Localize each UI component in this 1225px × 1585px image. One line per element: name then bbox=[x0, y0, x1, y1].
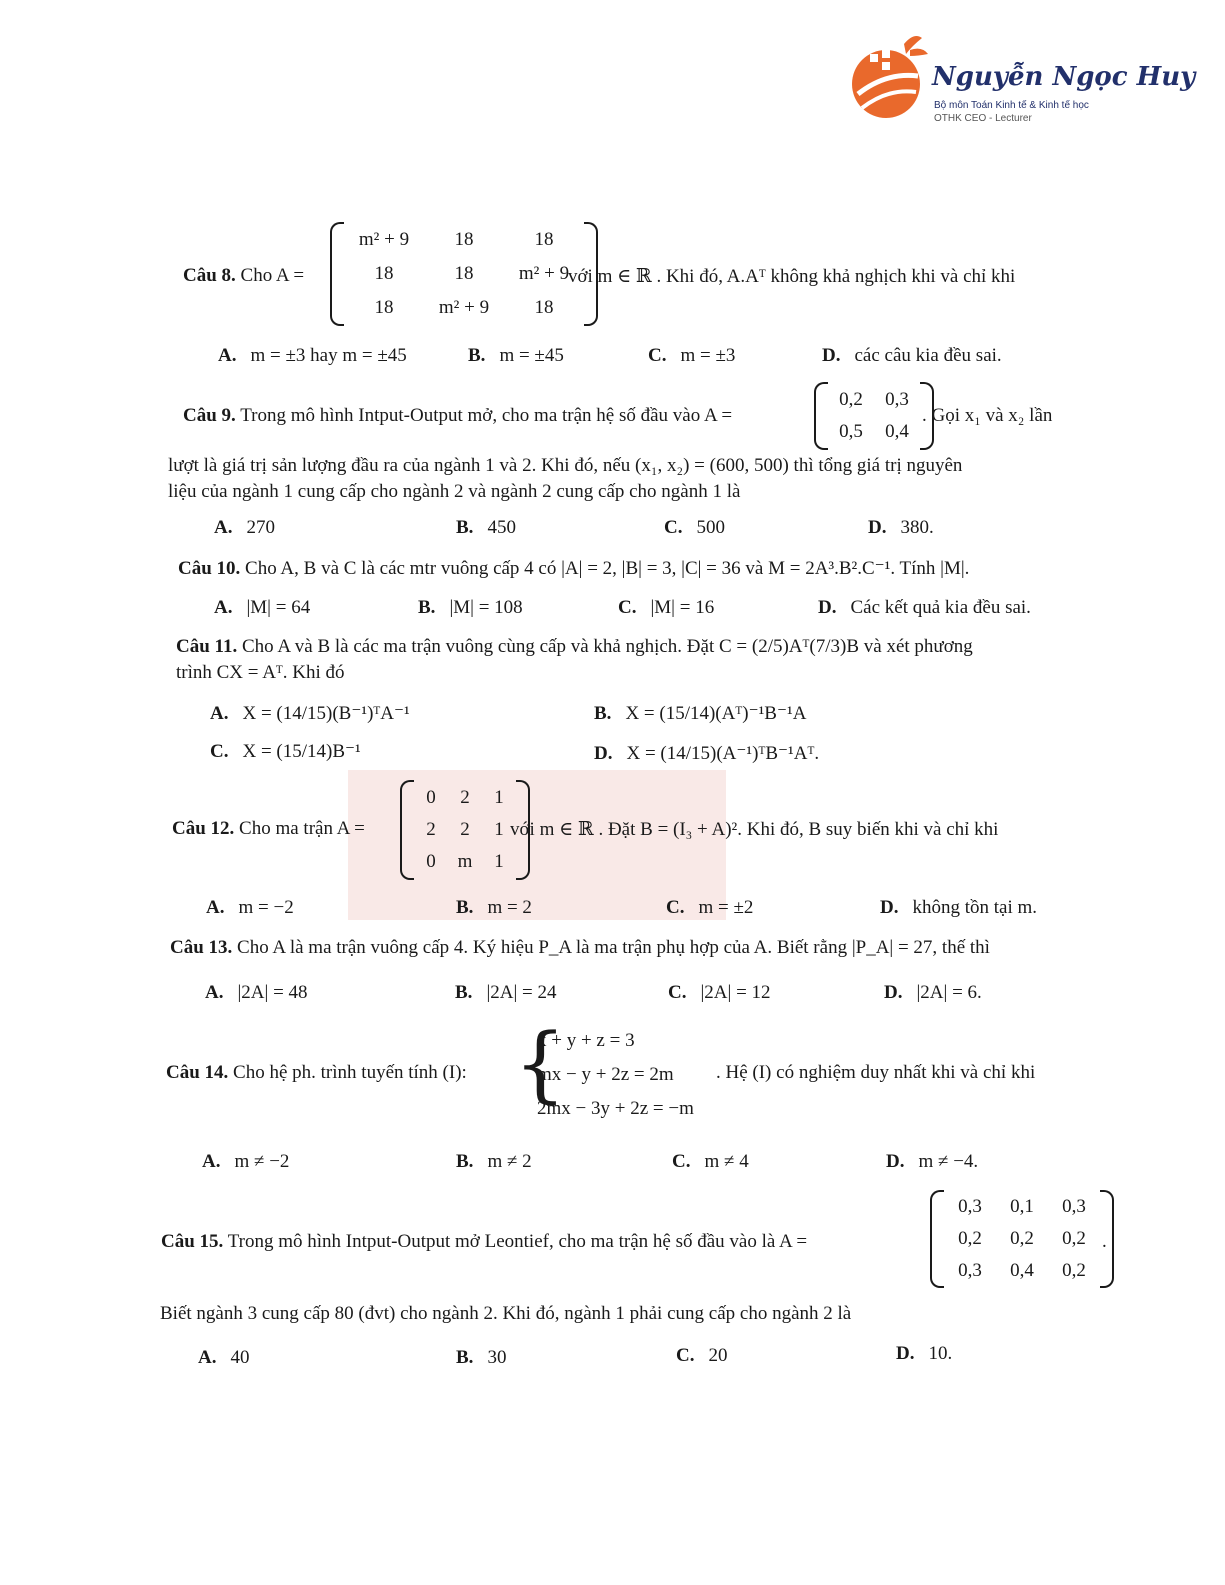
question-label: Câu 10. bbox=[178, 558, 241, 579]
matrix-cell: 0,3 bbox=[958, 1196, 982, 1217]
option-key: B. bbox=[468, 345, 486, 366]
question-text: Cho ma trận A = bbox=[239, 818, 365, 839]
option-b[interactable] bbox=[456, 897, 532, 919]
option-text: m = −2 bbox=[238, 897, 294, 918]
question-text: Cho hệ ph. trình tuyến tính (I): bbox=[233, 1062, 467, 1083]
option-text: |2A| = 12 bbox=[700, 982, 771, 1003]
question-text-post: . Hệ (I) có nghiệm duy nhất khi và chỉ khi bbox=[716, 1062, 1036, 1083]
option-a[interactable] bbox=[205, 982, 308, 1004]
matrix-q15 bbox=[930, 1190, 1114, 1288]
question-8 bbox=[183, 265, 304, 287]
option-key: D. bbox=[822, 345, 841, 366]
option-key: D. bbox=[594, 743, 613, 764]
question-text: Cho A = bbox=[240, 265, 305, 286]
question-text: Trong mô hình Intput-Output mở, cho ma trận hệ số đầu vào A = bbox=[240, 405, 733, 426]
option-key: A. bbox=[206, 897, 225, 918]
question-label: Câu 14. bbox=[166, 1062, 229, 1083]
option-text: 20 bbox=[708, 1345, 728, 1366]
option-text: các câu kia đều sai. bbox=[854, 345, 1002, 366]
option-c[interactable] bbox=[676, 1345, 727, 1367]
question-text-post: . Gọi x₁ và x₂ lần bbox=[922, 405, 1053, 426]
matrix-cell: 1 bbox=[494, 819, 504, 840]
question-label: Câu 8. bbox=[183, 265, 236, 286]
question-text-post: . bbox=[1102, 1231, 1107, 1252]
question-label: Câu 13. bbox=[170, 937, 233, 958]
option-key: C. bbox=[664, 517, 683, 538]
matrix-cell: 0,4 bbox=[885, 421, 909, 442]
option-key: B. bbox=[418, 597, 436, 618]
matrix-cell: 0,2 bbox=[839, 389, 863, 410]
option-d[interactable] bbox=[884, 982, 982, 1004]
matrix-cell: m bbox=[457, 851, 473, 872]
option-b[interactable] bbox=[418, 597, 523, 619]
option-text: 10. bbox=[928, 1343, 953, 1364]
bracket-left bbox=[930, 1190, 944, 1288]
option-d[interactable] bbox=[880, 897, 1037, 919]
option-b[interactable] bbox=[594, 702, 806, 725]
option-text: |M| = 64 bbox=[246, 597, 311, 618]
bracket-left bbox=[400, 780, 414, 880]
option-a[interactable] bbox=[198, 1347, 249, 1369]
option-text: không tồn tại m. bbox=[912, 897, 1038, 918]
option-text: m = ±3 hay m = ±45 bbox=[250, 345, 407, 366]
option-d[interactable] bbox=[822, 345, 1002, 367]
option-key: A. bbox=[198, 1347, 217, 1368]
question-text-line: Biết ngành 3 cung cấp 80 (đvt) cho ngành 2. Khi đó, ngành 1 phải cung cấp cho ngành 2 là bbox=[160, 1303, 852, 1324]
option-key: C. bbox=[668, 982, 687, 1003]
option-d[interactable] bbox=[594, 742, 819, 765]
matrix-cell: 18 bbox=[454, 263, 474, 284]
option-d[interactable] bbox=[896, 1343, 952, 1365]
matrix-cell: 0,3 bbox=[958, 1260, 982, 1281]
question-text: Cho A và B là các ma trận vuông cùng cấp và khả nghịch. Đặt C = (2/5)Aᵀ(7/3)B và xét phương bbox=[242, 636, 973, 657]
option-key: C. bbox=[648, 345, 667, 366]
matrix-cell: m² + 9 bbox=[438, 297, 490, 318]
question-text: Cho A, B và C là các mtr vuông cấp 4 có |A| = 2, |B| = 3, |C| = 36 và M = 2A³.B².C⁻¹. Tính |M|. bbox=[245, 558, 970, 579]
option-key: D. bbox=[886, 1151, 905, 1172]
matrix-cell: 18 bbox=[534, 229, 554, 250]
option-key: D. bbox=[868, 517, 887, 538]
system-equation: x + y + z = 3 bbox=[537, 1030, 635, 1051]
question-text-line: liệu của ngành 1 cung cấp cho ngành 2 và ngành 2 cung cấp cho ngành 1 là bbox=[168, 481, 741, 502]
matrix-cell: 0,2 bbox=[958, 1228, 982, 1249]
option-key: C. bbox=[666, 897, 685, 918]
option-c[interactable] bbox=[210, 740, 361, 763]
option-text: |M| = 16 bbox=[650, 597, 715, 618]
option-a[interactable] bbox=[214, 517, 275, 539]
option-text: m ≠ −2 bbox=[234, 1151, 290, 1172]
matrix-q9 bbox=[814, 382, 934, 450]
question-text-post: với m ∈ ℝ . Khi đó, A.Aᵀ không khả nghịch khi và chỉ khi bbox=[568, 266, 1016, 287]
option-key: C. bbox=[618, 597, 637, 618]
option-text: |M| = 108 bbox=[449, 597, 523, 618]
matrix-grid bbox=[828, 389, 920, 443]
question-13 bbox=[170, 937, 990, 959]
option-d[interactable] bbox=[868, 517, 934, 539]
brand-name: Nguyễn Ngọc Huy bbox=[932, 62, 1196, 92]
option-text: 30 bbox=[487, 1347, 507, 1368]
option-key: A. bbox=[214, 517, 233, 538]
option-text: m ≠ −4. bbox=[918, 1151, 979, 1172]
option-text: m = ±45 bbox=[499, 345, 564, 366]
option-a[interactable] bbox=[210, 702, 410, 725]
question-12 bbox=[172, 818, 365, 840]
matrix-cell: 2 bbox=[460, 819, 470, 840]
system-equation: 2mx − 3y + 2z = −m bbox=[537, 1098, 694, 1119]
system-equation: mx − y + 2z = 2m bbox=[537, 1064, 674, 1085]
question-14 bbox=[166, 1062, 467, 1084]
option-key: B. bbox=[456, 897, 474, 918]
option-text: m ≠ 4 bbox=[704, 1151, 749, 1172]
option-text: X = (15/14)(Aᵀ)⁻¹B⁻¹A bbox=[625, 703, 807, 724]
brand-logo-icon bbox=[848, 32, 932, 122]
option-key: D. bbox=[818, 597, 837, 618]
option-c[interactable] bbox=[618, 597, 714, 619]
option-d[interactable] bbox=[886, 1151, 978, 1173]
bracket-left bbox=[814, 382, 828, 450]
option-text: Các kết quả kia đều sai. bbox=[850, 597, 1031, 618]
brand-role: OTHK CEO - Lecturer bbox=[934, 113, 1032, 124]
matrix-cell: 2 bbox=[460, 787, 470, 808]
matrix-cell: 2 bbox=[426, 819, 436, 840]
bracket-left bbox=[330, 222, 344, 326]
option-text: m = ±2 bbox=[698, 897, 754, 918]
option-key: D. bbox=[884, 982, 903, 1003]
question-9 bbox=[183, 405, 732, 427]
option-key: A. bbox=[202, 1151, 221, 1172]
matrix-cell: 0 bbox=[426, 851, 436, 872]
option-a[interactable] bbox=[206, 897, 294, 919]
matrix-cell: m² + 9 bbox=[358, 229, 410, 250]
matrix-cell: 0,3 bbox=[1062, 1196, 1086, 1217]
question-text-line: trình CX = Aᵀ. Khi đó bbox=[176, 662, 345, 683]
option-text: X = (14/15)(A⁻¹)ᵀB⁻¹Aᵀ. bbox=[626, 743, 820, 764]
option-key: B. bbox=[594, 703, 612, 724]
option-text: |2A| = 6. bbox=[916, 982, 982, 1003]
matrix-cell: m² + 9 bbox=[518, 263, 570, 284]
option-key: C. bbox=[672, 1151, 691, 1172]
matrix-cell: 1 bbox=[494, 787, 504, 808]
option-text: 500 bbox=[696, 517, 725, 538]
matrix-cell: 0,5 bbox=[839, 421, 863, 442]
brace-icon: { bbox=[514, 1017, 567, 1112]
option-key: A. bbox=[218, 345, 237, 366]
matrix-cell: 0,2 bbox=[1062, 1260, 1086, 1281]
question-10 bbox=[178, 557, 969, 580]
option-key: B. bbox=[456, 517, 474, 538]
question-text: Trong mô hình Intput-Output mở Leontief, cho ma trận hệ số đầu vào là A = bbox=[227, 1231, 808, 1252]
option-text: 380. bbox=[900, 517, 934, 538]
matrix-cell: 0,1 bbox=[1010, 1196, 1034, 1217]
question-15 bbox=[161, 1231, 807, 1253]
option-key: B. bbox=[456, 1151, 474, 1172]
option-key: A. bbox=[205, 982, 224, 1003]
option-text: m ≠ 2 bbox=[487, 1151, 532, 1172]
option-key: A. bbox=[214, 597, 233, 618]
option-text: m = ±3 bbox=[680, 345, 736, 366]
brand-subtitle: Bộ môn Toán Kinh tế & Kinh tế học bbox=[934, 100, 1089, 111]
matrix-cell: 18 bbox=[534, 297, 554, 318]
option-b[interactable] bbox=[455, 982, 556, 1004]
option-text: m = 2 bbox=[487, 897, 532, 918]
question-label: Câu 9. bbox=[183, 405, 236, 426]
option-b[interactable] bbox=[456, 517, 516, 539]
option-key: D. bbox=[880, 897, 899, 918]
option-key: B. bbox=[455, 982, 473, 1003]
option-b[interactable] bbox=[456, 1151, 532, 1173]
question-label: Câu 11. bbox=[176, 636, 238, 657]
option-text: X = (14/15)(B⁻¹)ᵀA⁻¹ bbox=[242, 703, 410, 724]
option-text: |2A| = 48 bbox=[237, 982, 308, 1003]
matrix-cell: 18 bbox=[374, 263, 394, 284]
option-text: |2A| = 24 bbox=[486, 982, 557, 1003]
option-c[interactable] bbox=[668, 982, 771, 1004]
question-text-post: với m ∈ ℝ . Đặt B = (I₃ + A)². Khi đó, B suy biến khi và chỉ khi bbox=[510, 819, 999, 840]
matrix-cell: 0 bbox=[426, 787, 436, 808]
option-c[interactable] bbox=[666, 897, 753, 919]
matrix-cell: 0,4 bbox=[1010, 1260, 1034, 1281]
matrix-cell: 0,2 bbox=[1010, 1228, 1034, 1249]
matrix-cell: 18 bbox=[454, 229, 474, 250]
option-text: 40 bbox=[230, 1347, 250, 1368]
question-label: Câu 15. bbox=[161, 1231, 224, 1252]
option-b[interactable] bbox=[456, 1347, 506, 1369]
matrix-cell: 0,3 bbox=[885, 389, 909, 410]
option-a[interactable] bbox=[202, 1151, 289, 1173]
option-c[interactable] bbox=[664, 517, 725, 539]
matrix-cell: 1 bbox=[494, 851, 504, 872]
option-text: 270 bbox=[246, 517, 275, 538]
option-key: C. bbox=[676, 1345, 695, 1366]
option-c[interactable] bbox=[672, 1151, 749, 1173]
question-text-line: lượt là giá trị sản lượng đầu ra của ngành 1 và 2. Khi đó, nếu (x₁, x₂) = (600, 500) thì tổng giá trị nguyên bbox=[168, 455, 963, 476]
matrix-grid bbox=[944, 1196, 1100, 1282]
option-b[interactable] bbox=[468, 345, 564, 367]
question-text: Cho A là ma trận vuông cấp 4. Ký hiệu P_A là ma trận phụ hợp của A. Biết rằng |P_A| = 27, thế thì bbox=[237, 937, 990, 958]
option-key: D. bbox=[896, 1343, 915, 1364]
question-label: Câu 12. bbox=[172, 818, 235, 839]
option-d[interactable] bbox=[818, 597, 1031, 619]
matrix-grid bbox=[344, 229, 584, 319]
option-text: X = (15/14)B⁻¹ bbox=[242, 741, 361, 762]
matrix-cell: 18 bbox=[374, 297, 394, 318]
question-11 bbox=[176, 636, 973, 658]
matrix-cell: 0,2 bbox=[1062, 1228, 1086, 1249]
option-key: B. bbox=[456, 1347, 474, 1368]
option-text: 450 bbox=[487, 517, 516, 538]
option-a[interactable] bbox=[218, 345, 407, 367]
option-key: C. bbox=[210, 741, 229, 762]
option-c[interactable] bbox=[648, 345, 735, 367]
matrix-grid bbox=[414, 787, 516, 873]
matrix-q8 bbox=[330, 222, 598, 326]
option-key: A. bbox=[210, 703, 229, 724]
option-a[interactable] bbox=[214, 597, 310, 619]
